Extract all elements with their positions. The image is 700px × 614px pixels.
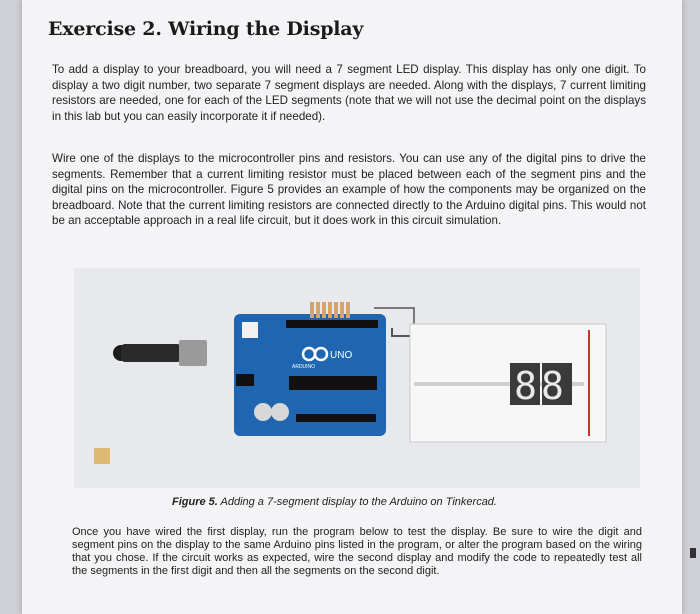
power-jack [236, 374, 254, 386]
analog-header [296, 414, 376, 422]
exercise-title: Exercise 2. Wiring the Display [48, 18, 364, 40]
document-page [22, 0, 682, 614]
board-brand-label: ARDUINO [292, 364, 316, 370]
testing-paragraph: Once you have wired the first display, run the program below to test the display. Be sure to wire the digit and segment pins on the display to the same Arduino pins listed in the program, or alter the program based on the wiring that you chose. If the circuit works as expected, wire the second display and modify the code to repeatedly test all the segments in the first digit and then all the segments on the second digit. [72, 526, 642, 577]
wiring-paragraph: Wire one of the displays to the microcontroller pins and resistors. You can use any of the digital pins to drive the segments. Remember that a current limiting resistor must be placed between each of the segment pins and the digital pins on the microcontroller. Figure 5 provides an example of how the components may be organized on the breadboard. Note that the current limiting resistors are connected directly to the Arduino digital pins. This would not be an acceptable approach in a real life circuit, but it does work in this circuit simulation. [52, 152, 646, 228]
usb-connector [179, 340, 207, 366]
tinkercad-logo [94, 448, 110, 464]
resistors [310, 302, 350, 318]
figure-caption [172, 496, 572, 508]
figure-caption-text: Adding a 7-segment display to the Arduino on Tinkercad. [217, 496, 497, 508]
display-digits: 88 [514, 364, 568, 408]
microcontroller-chip [289, 376, 377, 390]
digital-header [286, 320, 378, 328]
intro-paragraph: To add a display to your breadboard, you will need a 7 segment LED display. This display has only one digit. To display a two digit number, two separate 7 segment displays are needed. Along with the displays, 7 current limiting resistors are needed, one for each of the LED segments (note that we will not use the decimal point on the displays in this lab but you can easily incorporate it if needed). [52, 63, 646, 123]
capacitor-2 [271, 403, 289, 421]
usb-cable [121, 344, 181, 362]
capacitor-1 [254, 403, 272, 421]
board-model-label: UNO [330, 350, 353, 361]
reset-button [242, 322, 258, 338]
figure-caption-label: Figure 5. [172, 496, 218, 508]
page-edge-marker [690, 548, 696, 558]
figure-5-image [74, 268, 640, 488]
circuit-illustration [74, 268, 640, 488]
